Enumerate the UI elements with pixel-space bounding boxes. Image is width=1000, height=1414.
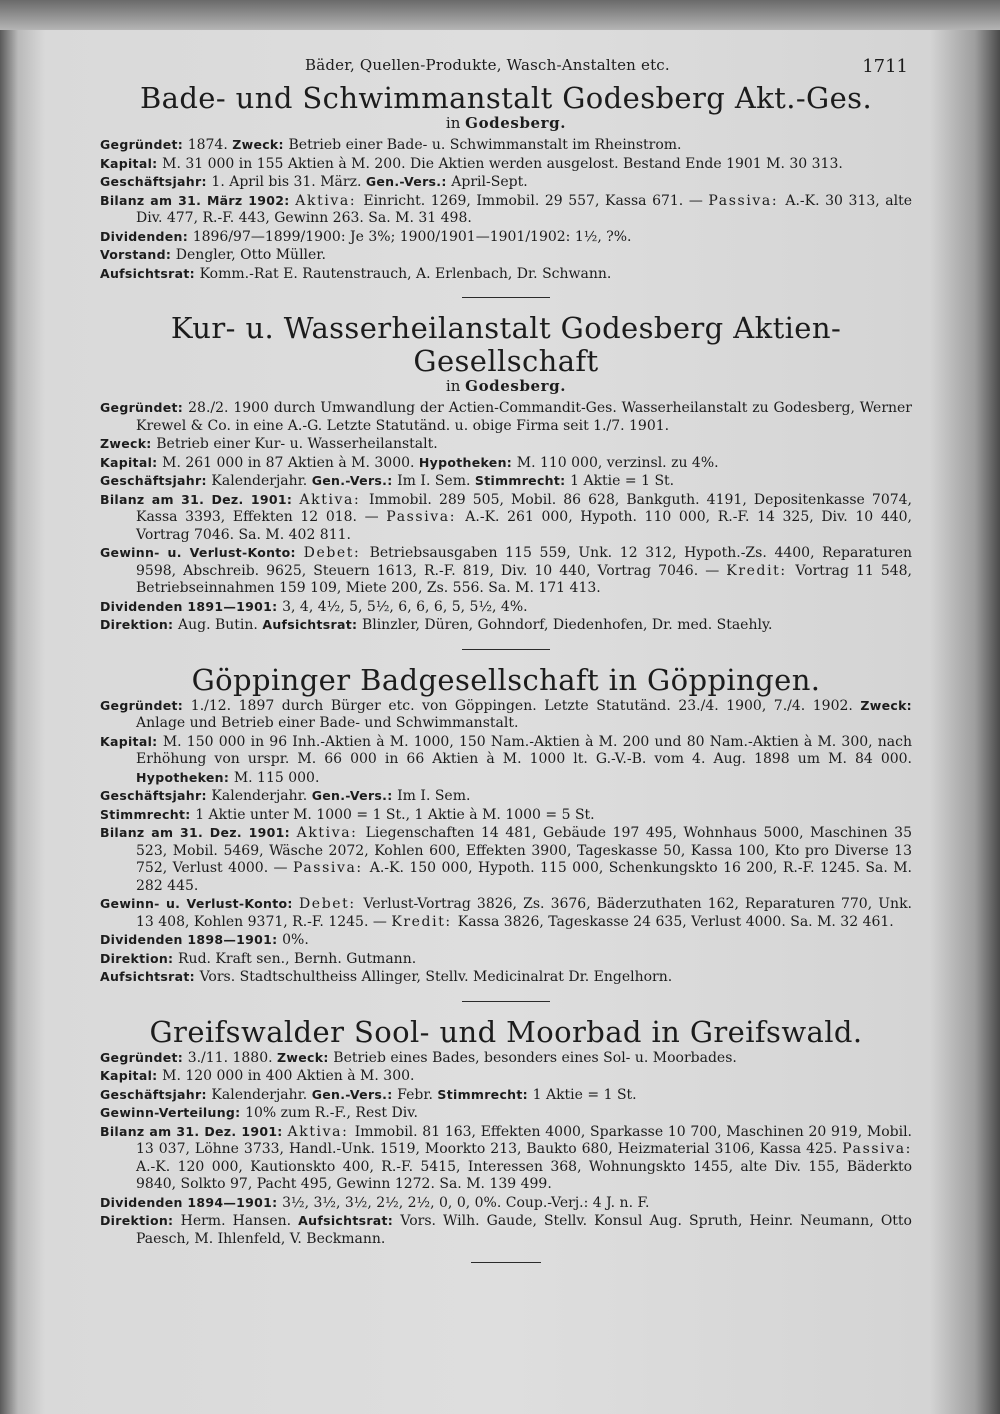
company-entry bbox=[100, 312, 912, 635]
field-label: Direktion: bbox=[100, 950, 179, 966]
field-value: 1./12. 1897 durch Bürger etc. von Göppingen. Letzte Statutänd. 23./4. 1900, 7./4. 1902. bbox=[190, 697, 861, 714]
company-location bbox=[100, 115, 912, 132]
entry-line bbox=[100, 1212, 912, 1248]
entry-line bbox=[100, 472, 912, 491]
entry-line bbox=[100, 192, 912, 228]
balance-side-label: Aktiva: bbox=[287, 1123, 355, 1140]
field-value: 1896/97—1899/1900: Je 3%; 1900/1901—1901/1902: 1½, ?%. bbox=[192, 228, 632, 245]
entry-line bbox=[100, 228, 912, 247]
field-label: Bilanz am 31. Dez. 1901: bbox=[100, 1123, 288, 1139]
entry-line bbox=[100, 1194, 912, 1213]
field-value: Kalenderjahr. bbox=[211, 473, 312, 489]
balance-side-label: Debet: bbox=[298, 896, 364, 912]
field-label: Kapital: bbox=[100, 733, 163, 749]
entry-line bbox=[100, 246, 912, 265]
field-label: Zweck: bbox=[860, 697, 912, 713]
company-title: Bade- und Schwimmanstalt Godesberg Akt.-Ges. bbox=[139, 81, 873, 115]
location-prefix: in bbox=[445, 114, 461, 132]
field-value: Liegenschaften 14 481, Gebäude 197 495, Wohnhaus 5000, Maschinen 35 523, Mobil. 5469, Wäsche 2072, Kohlen 600, Effekten 3900, Tageskasse 50, Kassa 100, Kto pro Diverse 13 752, Verlust 4000. — bbox=[136, 825, 912, 876]
field-value: 1 Aktie unter M. 1000 = 1 St., 1 Aktie à M. 1000 = 5 St. bbox=[195, 806, 595, 823]
field-value: Febr. bbox=[397, 1086, 438, 1103]
location-name: Godesberg. bbox=[465, 377, 567, 395]
company-entry bbox=[100, 82, 912, 283]
company-title: Greifswalder Sool- und Moorbad in Greifswald. bbox=[149, 1014, 863, 1049]
field-value: 1 Aktie = 1 St. bbox=[532, 1086, 637, 1103]
field-value: Immobil. 289 505, Mobil. 86 628, Bankguth. 4191, Depositenkasse 7074, Kassa 3393, Effekten 12 018. — bbox=[136, 491, 912, 525]
field-value: Vortrag 11 548, Betriebseinnahmen 159 109, Miete 200, Zs. 556. Sa. M. 171 413. bbox=[136, 562, 912, 596]
field-value: 3, 4, 4½, 5, 5½, 6, 6, 6, 5, 5½, 4%. bbox=[282, 598, 528, 615]
entry-line bbox=[100, 1049, 912, 1068]
field-value: A.-K. 261 000, Hypoth. 110 000, R.-F. 14 325, Div. 10 440, Vortrag 7046. Sa. M. 402 811. bbox=[136, 509, 912, 543]
field-value: Blinzler, Düren, Gohndorf, Diedenhofen, Dr. med. Staehly. bbox=[361, 617, 773, 633]
field-value: M. 261 000 in 87 Aktien à M. 3000. bbox=[162, 454, 419, 471]
entry-line bbox=[100, 697, 912, 733]
field-value: M. 110 000, verzinsl. zu 4%. bbox=[516, 454, 719, 471]
field-label: Zweck: bbox=[277, 1049, 334, 1065]
entry-line bbox=[100, 1067, 912, 1086]
field-label: Geschäftsjahr: bbox=[100, 1086, 212, 1102]
balance-side-label: Debet: bbox=[303, 545, 370, 561]
entry-line bbox=[100, 399, 912, 435]
field-value: M. 115 000. bbox=[233, 769, 320, 786]
field-value: A.-K. 150 000, Hypoth. 115 000, Schenkungskto 16 200, R.-F. 1245. Sa. M. 282 445. bbox=[136, 860, 913, 894]
field-label: Gen.-Vers.: bbox=[365, 174, 452, 189]
company-location bbox=[100, 378, 912, 395]
entry-line bbox=[100, 787, 912, 806]
entry-line bbox=[100, 806, 912, 825]
field-value: Kalenderjahr. bbox=[211, 788, 312, 804]
entry-line bbox=[100, 733, 912, 788]
section-divider bbox=[462, 297, 550, 298]
page-top-shadow bbox=[0, 0, 1000, 30]
field-value: 10% zum R.-F., Rest Div. bbox=[245, 1105, 418, 1121]
field-label: Gen.-Vers.: bbox=[311, 1086, 398, 1102]
field-label: Kapital: bbox=[100, 155, 163, 171]
field-label: Gegründet: bbox=[100, 697, 191, 713]
entry-line bbox=[100, 155, 912, 174]
field-value: Im I. Sem. bbox=[397, 473, 475, 489]
entry-line bbox=[100, 491, 912, 545]
field-label: Gegründet: bbox=[100, 1049, 188, 1065]
field-value: Vors. Wilh. Gaude, Stellv. Konsul Aug. Spruth, Heinr. Neumann, Otto Paesch, M. Ihlenfeld, V. Beckmann. bbox=[136, 1213, 912, 1247]
entry-line bbox=[100, 544, 912, 598]
field-label: Stimmrecht: bbox=[437, 1086, 533, 1102]
company-list bbox=[100, 82, 912, 1263]
field-label: Dividenden 1894—1901: bbox=[100, 1194, 283, 1210]
field-value: Kalenderjahr. bbox=[211, 1086, 312, 1103]
field-value: Dengler, Otto Müller. bbox=[175, 247, 326, 263]
field-label: Geschäftsjahr: bbox=[100, 174, 212, 189]
field-value: Kassa 3826, Tageskasse 24 635, Verlust 4000. Sa. M. 32 461. bbox=[457, 913, 894, 930]
company-entry bbox=[100, 664, 912, 987]
field-value: 1874. bbox=[187, 137, 233, 153]
field-value: Betrieb einer Bade- u. Schwimmanstalt im Rheinstrom. bbox=[288, 137, 682, 153]
page-content bbox=[100, 48, 912, 1277]
balance-side-label: Kredit: bbox=[391, 913, 458, 930]
field-label: Aufsichtsrat: bbox=[262, 617, 362, 632]
entry-line bbox=[100, 1104, 912, 1123]
field-label: Bilanz am 31. Dez. 1901: bbox=[100, 491, 300, 507]
location-prefix: in bbox=[445, 377, 461, 395]
field-label: Zweck: bbox=[232, 137, 289, 152]
field-label: Kapital: bbox=[100, 1068, 163, 1083]
entry-line bbox=[100, 1086, 912, 1105]
field-label: Bilanz am 31. Dez. 1901: bbox=[100, 825, 297, 840]
entry-line bbox=[100, 895, 912, 931]
field-label: Gegründet: bbox=[100, 400, 189, 415]
field-label: Aufsichtsrat: bbox=[100, 969, 200, 984]
entry-line bbox=[100, 598, 912, 617]
company-entry bbox=[100, 1016, 912, 1249]
balance-side-label: Kredit: bbox=[726, 562, 796, 579]
field-value: Einricht. 1269, Immobil. 29 557, Kassa 671. — bbox=[363, 192, 709, 209]
field-label: Kapital: bbox=[100, 454, 163, 470]
company-title: Kur- u. Wasserheilanstalt Godesberg Aktien-Gesellschaft bbox=[170, 311, 842, 378]
field-value: M. 150 000 in 96 Inh.-Aktien à M. 1000, 150 Nam.-Aktien à M. 200 und 80 Nam.-Aktien à M. 300, nach Erhöhung von urspr. M. 66 000 in 66 Aktien à M. 1000 lt. G.-V.-B. vom 4. Aug. 1898 um M. 84 000. bbox=[136, 733, 912, 767]
field-value: Herm. Hansen. bbox=[180, 1213, 299, 1229]
field-label: Hypotheken: bbox=[418, 454, 517, 470]
field-label: Dividenden 1891—1901: bbox=[100, 598, 283, 614]
field-label: Gen.-Vers.: bbox=[311, 788, 398, 803]
balance-side-label: Passiva: bbox=[292, 860, 370, 876]
field-label: Stimmrecht: bbox=[100, 806, 196, 822]
field-value: Betrieb eines Bades, besonders eines Sol- u. Moorbades. bbox=[333, 1049, 737, 1066]
field-label: Vorstand: bbox=[100, 247, 176, 262]
field-label: Aufsichtsrat: bbox=[298, 1213, 401, 1228]
entry-line bbox=[100, 824, 912, 895]
field-label: Geschäftsjahr: bbox=[100, 788, 212, 803]
entry-line bbox=[100, 1123, 912, 1194]
field-label: Gewinn-Verteilung: bbox=[100, 1105, 246, 1120]
field-label: Gewinn- u. Verlust-Konto: bbox=[100, 896, 299, 911]
field-value: April-Sept. bbox=[451, 174, 528, 190]
field-label: Dividenden 1898—1901: bbox=[100, 932, 283, 947]
field-value: 28./2. 1900 durch Umwandlung der Actien-Commandit-Ges. Wasserheilanstalt zu Godesberg, Werner Krewel & Co. in eine A.-G. Letzte Statutänd. u. obige Firma seit 1./7. 1901. bbox=[136, 400, 913, 434]
entry-line bbox=[100, 136, 912, 155]
field-label: Gegründet: bbox=[100, 137, 188, 152]
balance-side-label: Passiva: bbox=[842, 1141, 912, 1157]
running-header bbox=[100, 48, 912, 82]
entry-line bbox=[100, 435, 912, 454]
field-value: 1 Aktie = 1 St. bbox=[570, 473, 675, 489]
field-value: A.-K. 120 000, Kautionskto 400, R.-F. 5415, Interessen 368, Wohnungskto 1455, alte Div. 155, Bäderkto 9840, Solkto 97, Pacht 495, Gewinn 1272. Sa. M. 139 499. bbox=[136, 1158, 912, 1192]
field-value: Verlust-Vortrag 3826, Zs. 3676, Bäderzuthaten 162, Reparaturen 770, Unk. 13 408, Kohlen 9371, R.-F. 1245. — bbox=[136, 896, 912, 930]
field-label: Direktion: bbox=[100, 617, 179, 632]
field-value: M. 31 000 in 155 Aktien à M. 200. Die Aktien werden ausgelost. Bestand Ende 1901 M. 30 313. bbox=[162, 155, 843, 172]
field-label: Gewinn- u. Verlust-Konto: bbox=[100, 545, 304, 560]
running-title: Bäder, Quellen-Produkte, Wasch-Anstalten etc. bbox=[305, 56, 670, 74]
field-label: Stimmrecht: bbox=[474, 473, 571, 488]
field-label: Zweck: bbox=[100, 436, 157, 451]
field-value: Rud. Kraft sen., Bernh. Gutmann. bbox=[178, 950, 417, 967]
section-divider bbox=[462, 1001, 550, 1002]
balance-side-label: Aktiva: bbox=[295, 192, 364, 209]
field-value: Vors. Stadtschultheiss Allinger, Stellv. Medicinalrat Dr. Engelhorn. bbox=[199, 969, 673, 985]
company-title: Göppinger Badgesellschaft in Göppingen. bbox=[191, 662, 821, 697]
field-value: Betriebsausgaben 115 559, Unk. 12 312, Hypoth.-Zs. 4400, Reparaturen 9598, Abschreib. 9625, Steuern 1613, R.-F. 819, Div. 10 440, Vortrag 7046. — bbox=[136, 545, 912, 579]
balance-side-label: Aktiva: bbox=[296, 825, 366, 841]
field-value: Aug. Butin. bbox=[178, 617, 263, 633]
field-value: Im I. Sem. bbox=[397, 788, 471, 804]
field-value: Komm.-Rat E. Rautenstrauch, A. Erlenbach, Dr. Schwann. bbox=[199, 265, 612, 282]
balance-side-label: Aktiva: bbox=[299, 491, 369, 508]
field-value: 3./11. 1880. bbox=[187, 1049, 278, 1066]
balance-side-label: Passiva: bbox=[708, 192, 786, 209]
balance-side-label: Passiva: bbox=[386, 509, 466, 525]
field-value: Betrieb einer Kur- u. Wasserheilanstalt. bbox=[156, 436, 438, 452]
field-value: Anlage und Betrieb einer Bade- und Schwimmanstalt. bbox=[136, 715, 519, 731]
field-label: Geschäftsjahr: bbox=[100, 473, 212, 488]
entry-line bbox=[100, 968, 912, 987]
location-name: Godesberg. bbox=[465, 114, 567, 132]
field-value: 0%. bbox=[282, 932, 309, 948]
field-label: Aufsichtsrat: bbox=[100, 265, 200, 281]
entry-line bbox=[100, 265, 912, 284]
entry-line bbox=[100, 616, 912, 635]
page-number: 1711 bbox=[862, 56, 908, 77]
field-value: M. 120 000 in 400 Aktien à M. 300. bbox=[162, 1068, 415, 1084]
entry-line bbox=[100, 454, 912, 473]
section-divider bbox=[471, 1262, 541, 1263]
field-value: A.-K. 30 313, alte Div. 477, R.-F. 443, Gewinn 263. Sa. M. 31 498. bbox=[136, 192, 912, 226]
field-label: Bilanz am 31. März 1902: bbox=[100, 192, 296, 208]
field-value: 3½, 3½, 3½, 2½, 2½, 0, 0, 0%. Coup.-Verj.: 4 J. n. F. bbox=[282, 1194, 650, 1211]
field-value: 1. April bis 31. März. bbox=[211, 174, 366, 190]
entry-line bbox=[100, 173, 912, 192]
field-label: Dividenden: bbox=[100, 228, 193, 244]
field-label: Direktion: bbox=[100, 1213, 181, 1228]
field-value: Immobil. 81 163, Effekten 4000, Sparkasse 10 700, Maschinen 20 919, Mobil. 13 037, Löhne 3733, Handl.-Unk. 1519, Moorkto 213, Baukto 680, Heizmaterial 3106, Kassa 425. bbox=[136, 1123, 912, 1157]
entry-line bbox=[100, 950, 912, 969]
field-label: Gen.-Vers.: bbox=[311, 473, 398, 488]
field-label: Hypotheken: bbox=[136, 769, 234, 785]
section-divider bbox=[462, 649, 550, 650]
entry-line bbox=[100, 931, 912, 950]
